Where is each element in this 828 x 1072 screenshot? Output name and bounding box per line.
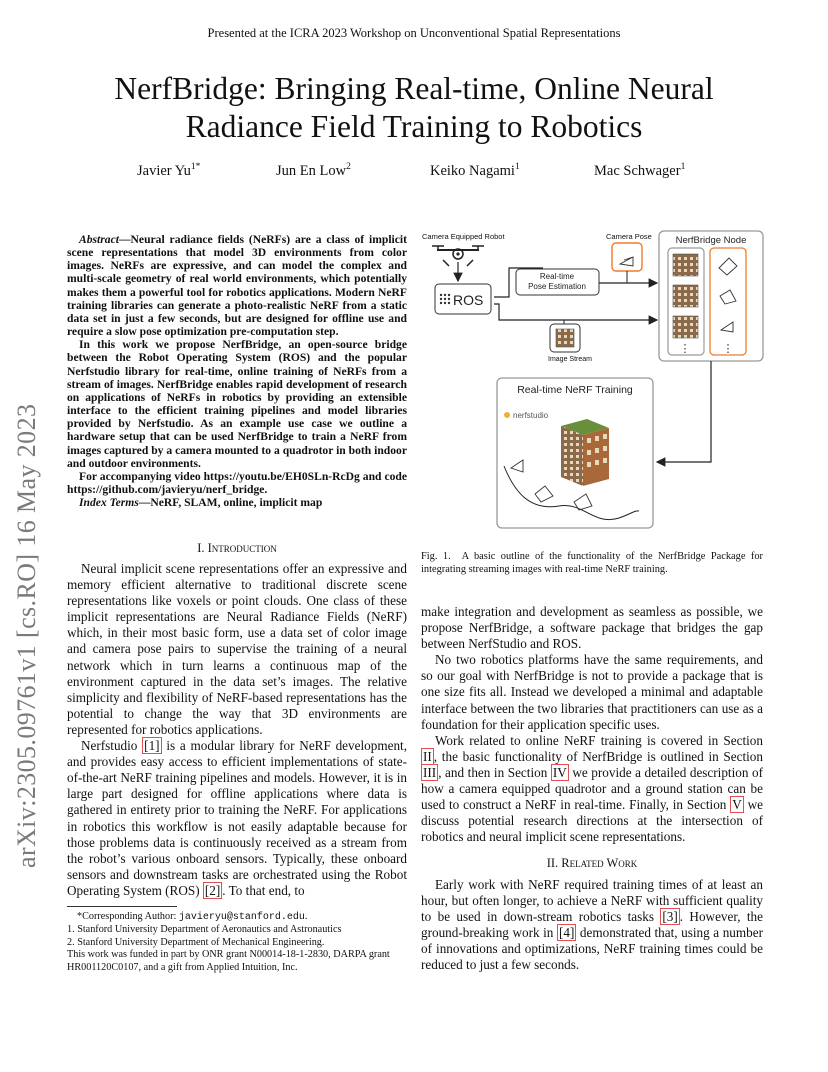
corresponding-author: *Corresponding Author: javieryu@stanford.edu. bbox=[77, 911, 308, 923]
buffer-image-3 bbox=[673, 316, 698, 338]
label-pose-est-1: Real-time bbox=[539, 272, 575, 281]
footnotes bbox=[67, 911, 407, 974]
label-image-stream: Image Stream bbox=[548, 356, 592, 363]
author-2: Jun En Low$^2$ bbox=[276, 162, 351, 179]
title-line-2: Radiance Field Training to Robotics bbox=[185, 109, 643, 144]
label-pose-est-2: Pose Estimation bbox=[528, 282, 586, 291]
right-p0: make integration and development as seamless as possible, we propose NerfBridge, a software package that bridges the gap between NerfStudio and ROS. bbox=[421, 604, 763, 652]
ros-dots-icon bbox=[440, 294, 450, 304]
title-line-1: NerfBridge: Bringing Real-time, Online Neural bbox=[114, 71, 714, 106]
label-nerfbridge-node: NerfBridge Node bbox=[675, 235, 747, 246]
right-p2: Work related to online NeRF training is covered in Section II , the basic functionality of NerfBridge is outlined in Section III , and then in Section IV we provide a detailed description of how a camera equipped quadrotor and a ground station can be used to construct a NeRF in real-time. Finally, in Section V we discuss potential research directions at the intersection of robotics and neural implicit scene representations. bbox=[421, 732, 763, 845]
related-work-p1: Early work with NeRF required training times of at least an hour, but often longer, to achieve a NeRF with sufficient quality to be used in down-stream robotics tasks [3] . However, the ground-breaking work in [4] demonstrated that, using a number of innovations and optimizations, NeRF training times could be reduced to just a few seconds. bbox=[421, 877, 763, 973]
email[interactable]: javieryu@stanford.edu bbox=[178, 912, 305, 923]
label-nerfstudio: nerfstudio bbox=[513, 411, 549, 420]
affiliation-2: 2. Stanford University Department of Mechanical Engineering. bbox=[67, 936, 325, 948]
abstract-p1: Abstract—Neural radiance fields (NeRFs) are a class of implicit scene representations that model 3D environments from color images. NeRFs are expressive, and can model the complex and multi-scale geometry of real world environments, which potentially makes them a powerful tool for robotics applications. Modern NeRF training libraries can generate a photo-realistic NeRF from a static data set in just a few seconds, but are designed for offline use and require a slow pose optimization pre-computation step. bbox=[67, 233, 407, 339]
author-3: Keiko Nagami$^1$ bbox=[430, 162, 520, 179]
figure-caption: Fig. 1. A basic outline of the functionality of the NerfBridge Package for integrating streaming images with real-time NeRF training. bbox=[421, 551, 763, 575]
label-nerf-training: Real-time NeRF Training bbox=[517, 384, 633, 396]
image-thumbnail bbox=[556, 329, 574, 347]
ref-section-3[interactable]: III bbox=[423, 764, 437, 780]
affiliation-1: 1. Stanford University Department of Aeronautics and Astronautics bbox=[67, 924, 342, 936]
section-1-body bbox=[67, 561, 407, 899]
nerfstudio-logo-icon bbox=[504, 412, 510, 418]
citation-4[interactable]: [4] bbox=[558, 925, 575, 941]
arxiv-watermark: arXiv:2305.09761v1 [cs.RO] 16 May 2023 bbox=[12, 403, 41, 868]
citation-2[interactable]: [2] bbox=[204, 882, 221, 898]
right-column-body bbox=[421, 604, 763, 845]
author-4: Mac Schwager$^1$ bbox=[594, 162, 686, 179]
intro-p2: Nerfstudio [1] is a modular library for NeRF development, and provides easy access to efficient implementations of state-of-the-art NeRF training pipelines and models. However, it is in large part designed for offline applications where data is gathered in entirety prior to training the NeRF. For applications in robotics this workflow is not easily adaptable because for those problems data is continuously received as a stream from the robot’s various onboard sensors. Typically, these onboard sensors and downstream tasks are orchestrated using the Robot Operating System (ROS) [2] . To that end, to bbox=[67, 738, 407, 898]
section-2-heading: II. Related Work bbox=[546, 856, 638, 870]
venue-header: Presented at the ICRA 2023 Workshop on Unconventional Spatial Representations bbox=[207, 26, 621, 40]
pose-buffer bbox=[710, 248, 746, 355]
buffer-image-1 bbox=[673, 254, 698, 276]
label-camera-pose: Camera Pose bbox=[606, 232, 652, 241]
label-camera-equipped-robot: Camera Equipped Robot bbox=[422, 232, 505, 241]
dots-2: ⋮ bbox=[722, 343, 734, 355]
author-1: Javier $Yu^{1*}$ bbox=[137, 162, 201, 179]
buffer-image-2 bbox=[673, 285, 698, 307]
intro-p1: Neural implicit scene representations offer an expressive and memory efficient alternative to traditional discrete scene representations like voxels or point clouds. One class of these implicit representations are Neural Radiance Fields (NeRF) which, in their most basic form, use a data set of color image and camera pose pairs to supervise the training of a neural network which in turn learns a continuous map of the environment captured in the data set’s images. The relative simplicity and flexibility of NeRF-based representations has the potential to change the way that 3D environments are represented for robotics applications. bbox=[67, 561, 407, 737]
ref-section-5[interactable]: V bbox=[732, 797, 742, 813]
right-p1: No two robotics platforms have the same requirements, and so our goal with NerfBridge is not to provide a package that is one size fits all. Instead we developed a minimal and adaptable interface between the two libraries that practitioners can use as a foundation for their application specific uses. bbox=[421, 652, 763, 732]
figure-1-diagram bbox=[419, 226, 769, 544]
footnote-rule bbox=[67, 906, 177, 907]
abstract-p2: In this work we propose NerfBridge, an open-source bridge between the Robot Operating System (ROS) and the popular Nerfstudio library for real-time, online training of NeRFs from a stream of images. NerfBridge enables rapid development of research on applications of NeRFs in robotics by providing an extensible interface to the efficient training pipelines and model libraries provided by Nerfstudio. As an example use case we outline a hardware setup that can be used NerfBridge to train a NeRF from images captured by a camera mounted to a quadrotor in both indoor and outdoor environments. bbox=[67, 338, 407, 470]
camera-pose-box bbox=[612, 243, 642, 271]
paper-title bbox=[60, 70, 768, 146]
abstract-p3: For accompanying video https://youtu.be/EH0SLn-RcDg and code https://github.com/javieryu/nerf_bridge. bbox=[67, 469, 407, 496]
ref-section-4[interactable]: IV bbox=[552, 764, 567, 780]
label-ros: ROS bbox=[453, 292, 484, 308]
building-render bbox=[561, 419, 609, 486]
section-1-heading: I. Introduction bbox=[197, 541, 277, 555]
citation-3[interactable]: [3] bbox=[662, 909, 678, 925]
index-terms: Index Terms—NeRF, SLAM, online, implicit map bbox=[79, 496, 323, 510]
ref-section-2[interactable]: II bbox=[423, 748, 432, 764]
section-2-body bbox=[421, 877, 763, 974]
citation-1[interactable]: [1] bbox=[144, 738, 160, 754]
funding-note: This work was funded in part by ONR grant N00014-18-1-2830, DARPA grant HR001120C0107, and a gift from Applied Intuition, Inc. bbox=[67, 949, 390, 973]
abstract bbox=[67, 233, 407, 509]
dots-1: ⋮ bbox=[679, 343, 691, 355]
